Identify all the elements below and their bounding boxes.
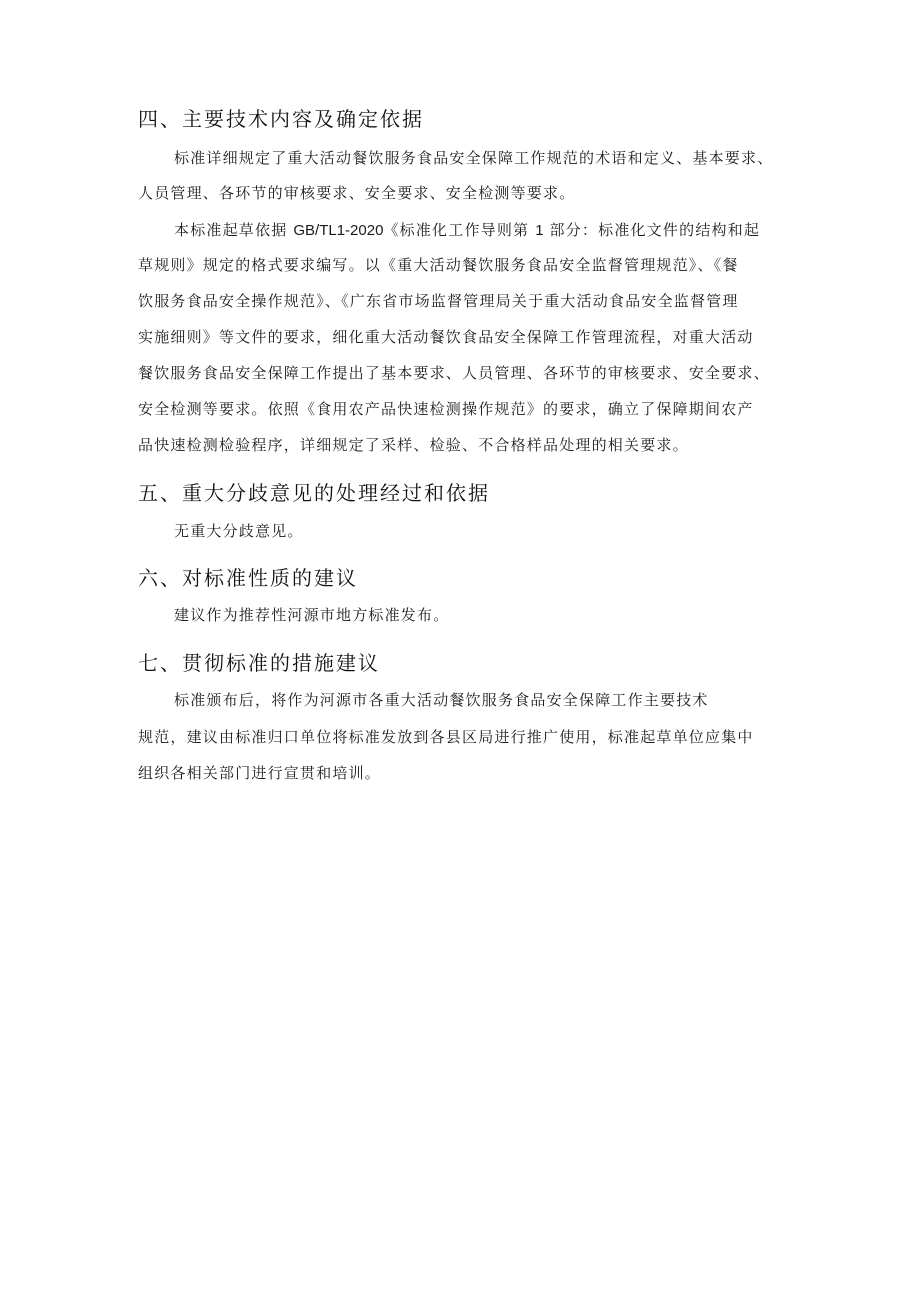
- paragraph-line: 组织各相关部门进行宣贯和培训。: [138, 764, 382, 782]
- paragraph-line: 标准颁布后，将作为河源市各重大活动餐饮服务食品安全保障工作主要技术: [174, 691, 709, 709]
- text-run: 本标准起草依据: [174, 221, 294, 239]
- paragraph-line: 无重大分歧意见。: [174, 522, 304, 540]
- text-run: 部分：标准化文件的结构和起: [543, 221, 761, 239]
- paragraph-line: 草规则》规定的格式要求编写。以《重大活动餐饮服务食品安全监督管理规范》、《餐: [138, 256, 739, 274]
- paragraph-line: 实施细则》等文件的要求，细化重大活动餐饮食品安全保障工作管理流程，对重大活动: [138, 328, 754, 346]
- paragraph-line: 建议作为推荐性河源市地方标准发布。: [174, 606, 450, 624]
- paragraph-line: 品快速检测检验程序，详细规定了采样、检验、不合格样品处理的相关要求。: [138, 436, 689, 454]
- paragraph-line: 标准详细规定了重大活动餐饮服务食品安全保障工作规范的术语和定义、基本要求、: [174, 149, 774, 167]
- paragraph-line: 人员管理、各环节的审核要求、安全要求、安全检测等要求。: [138, 184, 576, 202]
- paragraph-line: 规范，建议由标准归口单位将标准发放到各县区局进行推广使用，标准起草单位应集中: [138, 728, 754, 746]
- text-run: 《标准化工作导则第: [383, 221, 536, 239]
- paragraph-line: 安全检测等要求。依照《食用农产品快速检测操作规范》的要求，确立了保障期间农产: [138, 400, 754, 418]
- paragraph-line: 饮服务食品安全操作规范》、《广东省市场监督管理局关于重大活动食品安全监督管理: [138, 292, 739, 310]
- paragraph-line: 餐饮服务食品安全保障工作提出了基本要求、人员管理、各环节的审核要求、安全要求、: [138, 364, 770, 382]
- standard-code: GB/TL1-2020: [293, 222, 384, 239]
- section-heading-5: 五、重大分歧意见的处理经过和依据: [138, 481, 490, 505]
- part-number: 1: [535, 222, 544, 239]
- paragraph-line: [174, 219, 760, 242]
- section-heading-6: 六、对标准性质的建议: [138, 566, 358, 590]
- section-heading-4: 四、主要技术内容及确定依据: [138, 107, 424, 131]
- section-heading-7: 七、贯彻标准的措施建议: [138, 651, 380, 675]
